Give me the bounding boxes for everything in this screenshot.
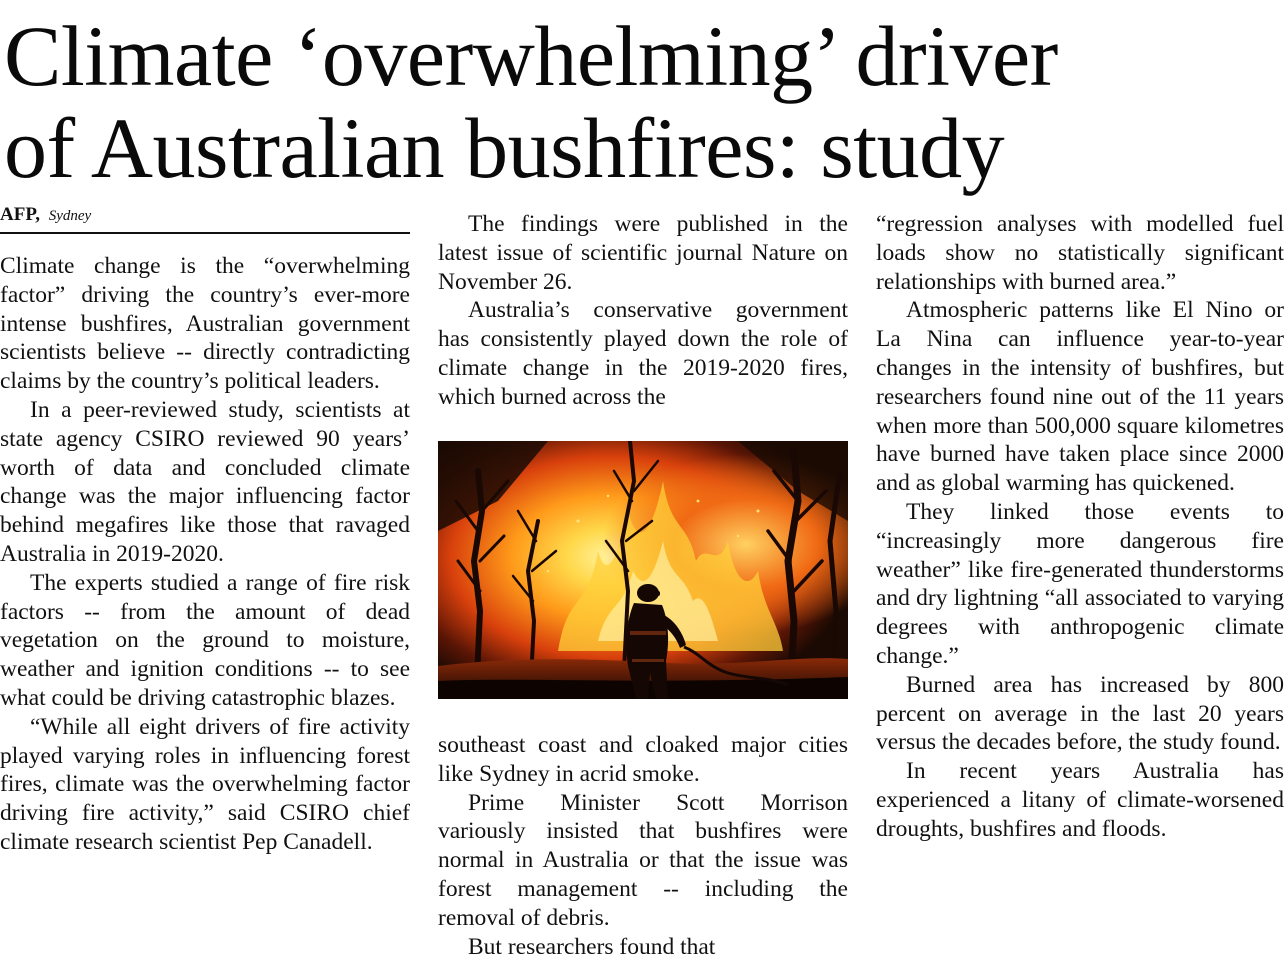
article-column-2-top xyxy=(438,210,848,412)
paragraph: They linked those events to “increasingly more dangerous fire weather” like fire-generated thunderstorms and dry lightning “all associated to varying degrees with anthropogenic climate change.” xyxy=(876,498,1284,669)
paragraph: In recent years Australia has experienced a litany of climate-worsened droughts, bushfires and floods. xyxy=(876,758,1284,842)
bushfire-photo xyxy=(438,441,848,699)
article-column-1 xyxy=(0,252,410,857)
paragraph: In a peer-reviewed study, scientists at state agency CSIRO reviewed 90 years’ worth of data and concluded climate change was the major influencing factor behind megafires like those that ravaged Australia in 2019-2020. xyxy=(0,396,410,567)
headline xyxy=(4,10,1282,194)
bushfire-photo-image xyxy=(438,441,848,699)
paragraph: Burned area has increased by 800 percent on average in the last 20 years versus the decades before, the study found. xyxy=(876,671,1284,756)
byline-dateline: Sydney xyxy=(48,208,92,224)
paragraph: The experts studied a range of fire risk factors -- from the amount of dead vegetation on the ground to moisture, weather and ignition conditions -- to see what could be driving catastrophic blazes. xyxy=(0,569,410,711)
paragraph: Atmospheric patterns like El Nino or La Nina can influence year-to-year changes in the intensity of bushfires, but researchers found nine out of the 11 years when more than 500,000 square kilometres have burned have taken place since 2000 and as global warming has quickened. xyxy=(876,297,1284,497)
article-column-3 xyxy=(876,210,1284,844)
paragraph: Prime Minister Scott Morrison variously insisted that bushfires were normal in Australia or that the issue was forest management -- including the removal of debris. xyxy=(438,789,848,931)
byline-agency: AFP, xyxy=(0,204,40,225)
paragraph: Australia’s conservative government has consistently played down the role of climate change in the 2019-2020 fires, which burned across the xyxy=(438,297,848,410)
paragraph: “regression analyses with modelled fuel loads show no statistically significant relationships with burned area.” xyxy=(876,211,1284,295)
byline xyxy=(0,202,410,234)
paragraph: Climate change is the “overwhelming factor” driving the country’s ever-more intense bushfires, Australian government scientists believe -- directly contradicting claims by the country’s political leaders. xyxy=(0,253,410,395)
paragraph: southeast coast and cloaked major cities like Sydney in acrid smoke. xyxy=(438,732,848,787)
article-column-2-bottom xyxy=(438,731,848,961)
paragraph: The findings were published in the latest issue of scientific journal Nature on November 26. xyxy=(438,211,848,295)
headline-line-2: of Australian bushfires: study xyxy=(4,100,1005,196)
headline-line-1: Climate ‘overwhelming’ driver xyxy=(4,8,1058,104)
paragraph: “While all eight drivers of fire activity played varying roles in influencing forest fires, climate was the overwhelming factor driving fire activity,” said CSIRO chief climate research scientist Pep Canadell. xyxy=(0,713,410,855)
paragraph: But researchers found that xyxy=(468,933,716,960)
